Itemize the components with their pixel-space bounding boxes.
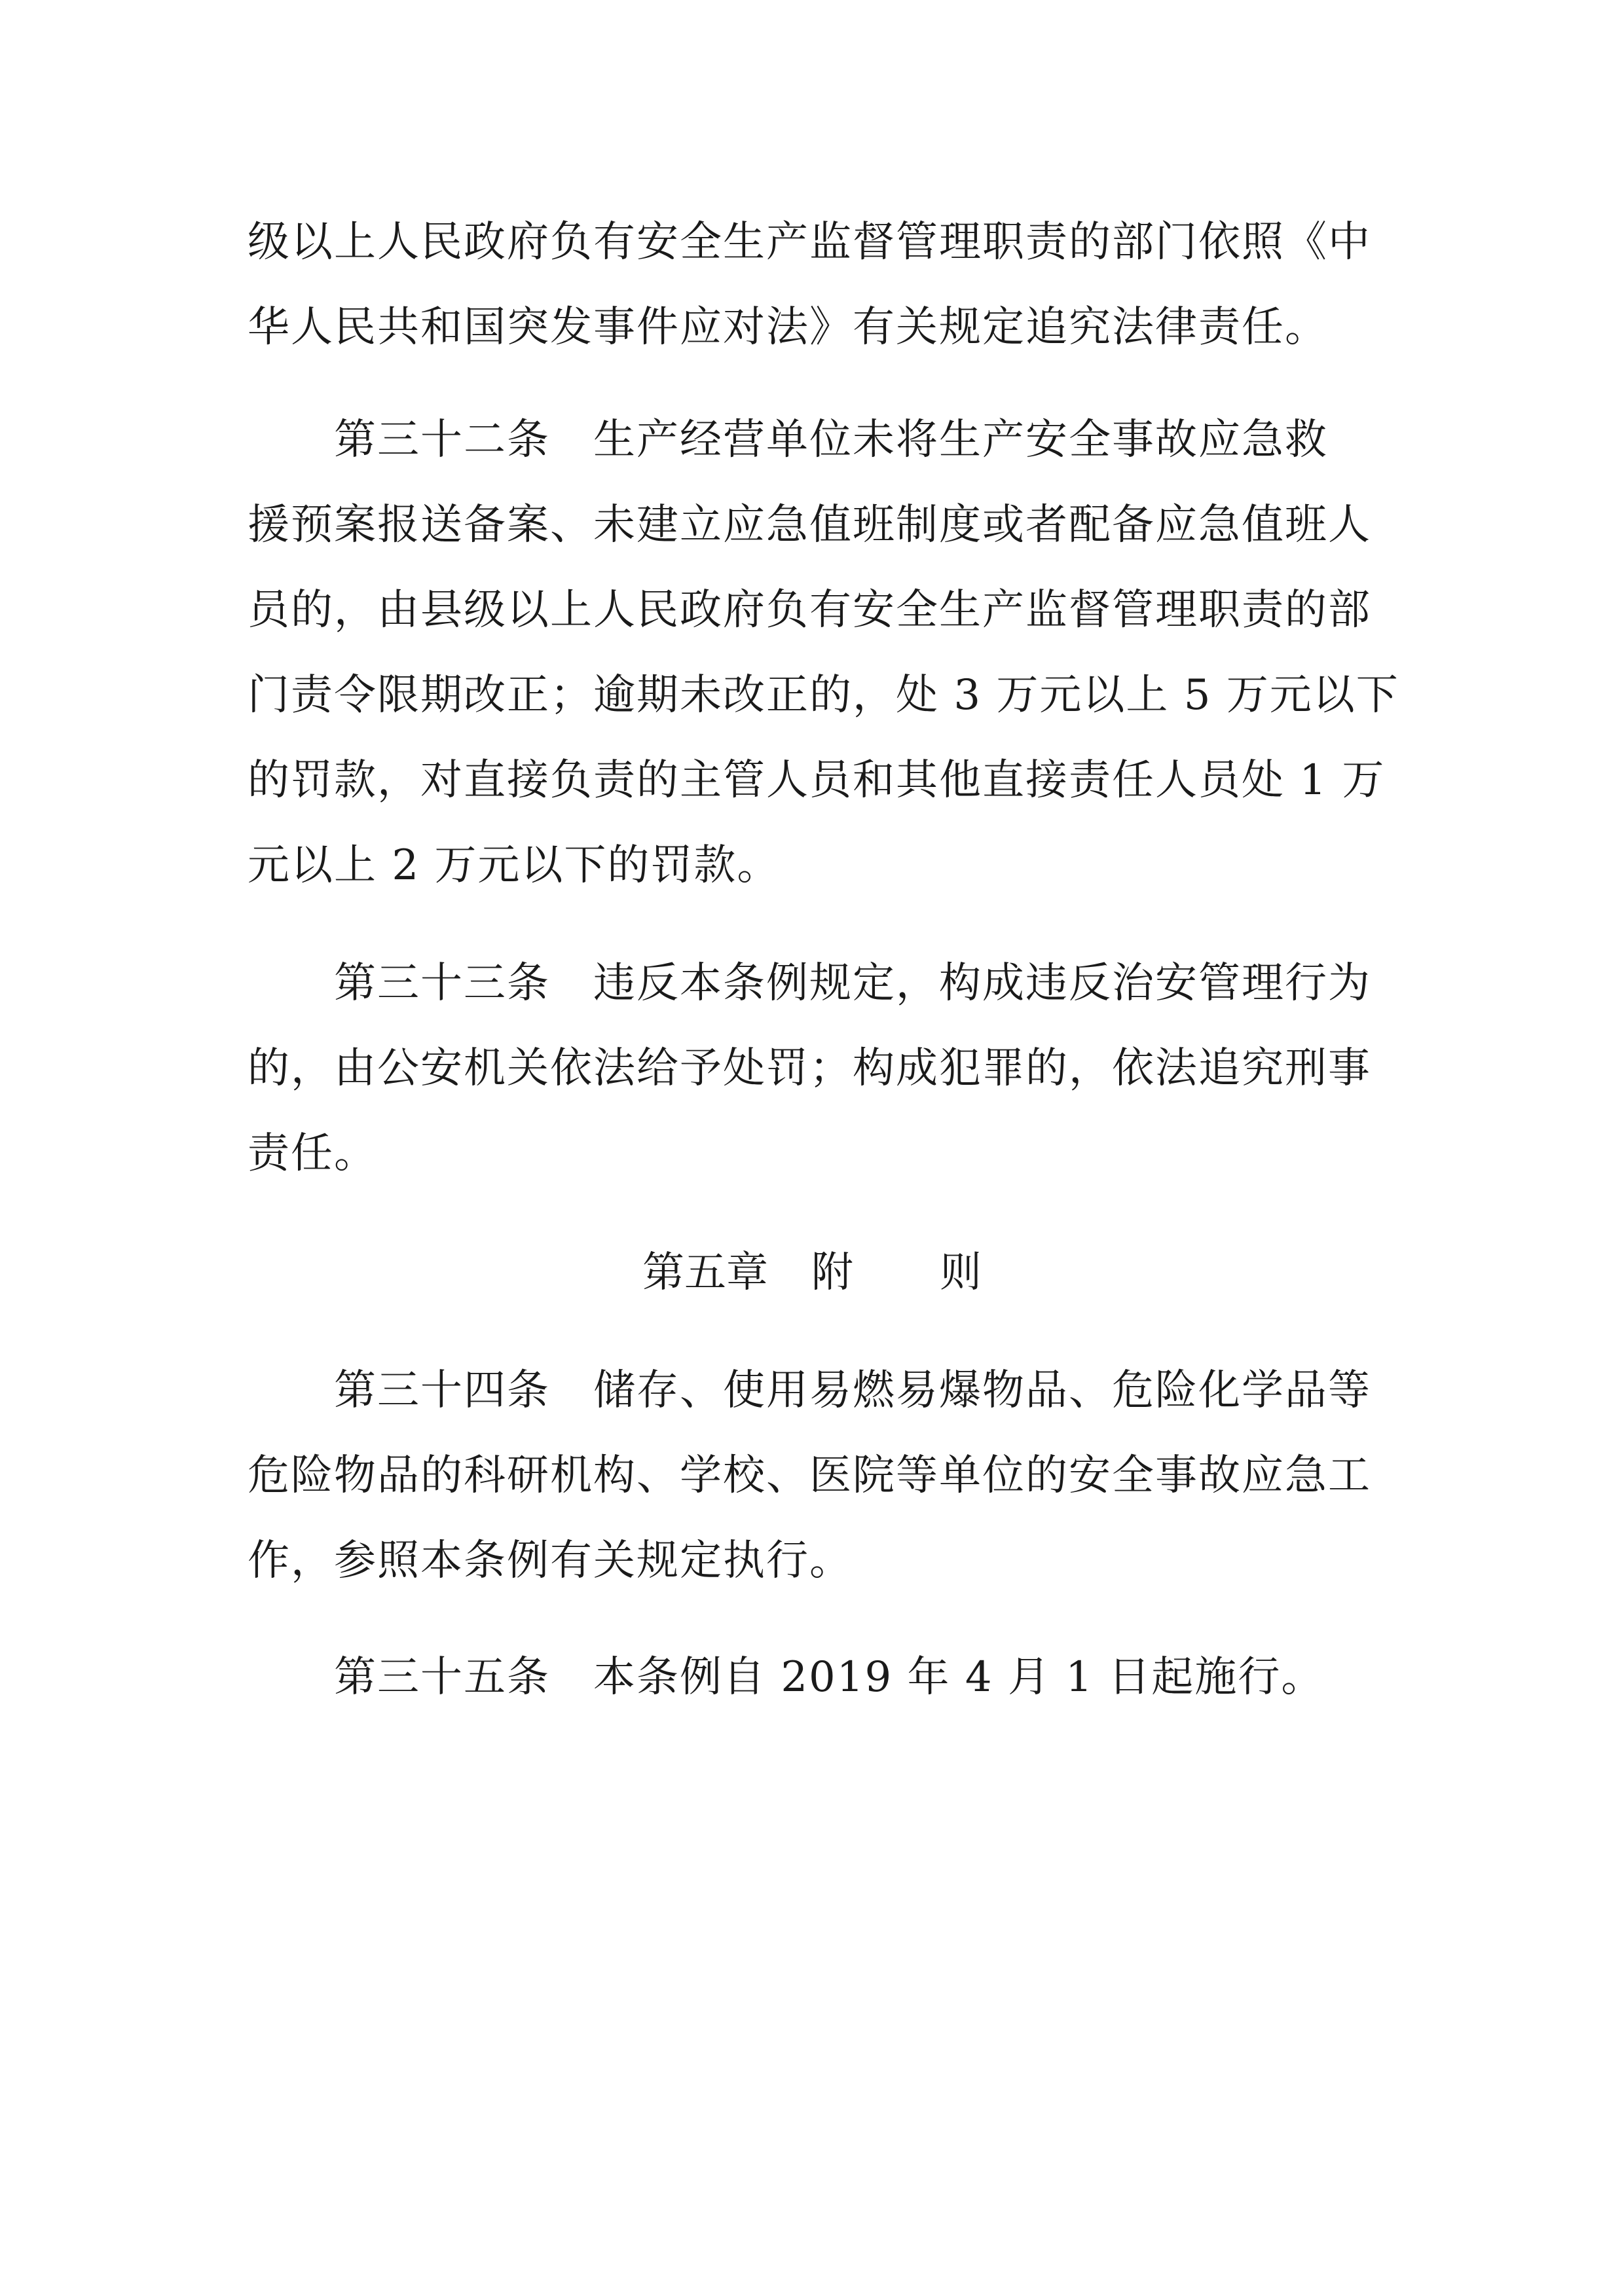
article-text: 储存、使用易燃易爆物品、危险化学品等 (593, 1366, 1371, 1415)
article-text: 本条例自 2019 年 4 月 1 日起施行。 (593, 1653, 1325, 1702)
article-text: 生产经营单位未将生产安全事故应急救 (593, 416, 1328, 464)
article-35-first-line (334, 1651, 1473, 1704)
paragraph-line: 的罚款，对直接负责的主管人员和其他直接责任人员处 1 万 (248, 756, 1386, 805)
article-number: 第三十三条 (334, 959, 550, 1008)
paragraph-line: 元以上 2 万元以下的罚款。 (248, 841, 781, 890)
article-number: 第三十五条 (334, 1653, 550, 1702)
article-34-first-line (334, 1364, 1473, 1417)
paragraph-line: 援预案报送备案、未建立应急值班制度或者配备应急值班人 (248, 501, 1371, 549)
chapter-title-a: 附 (811, 1248, 853, 1297)
chapter-title-b: 则 (940, 1248, 982, 1297)
paragraph-line: 华人民共和国突发事件应对法》有关规定追究法律责任。 (248, 303, 1328, 352)
article-text: 违反本条例规定，构成违反治安管理行为 (593, 959, 1371, 1008)
chapter-label: 第五章 (642, 1248, 768, 1297)
paragraph-line: 级以上人民政府负有安全生产监督管理职责的部门依照《中 (248, 218, 1371, 266)
article-32-first-line (334, 414, 1473, 466)
chapter-heading (0, 1247, 1624, 1299)
paragraph-line: 员的，由县级以上人民政府负有安全生产监督管理职责的部 (248, 586, 1371, 634)
article-number: 第三十二条 (334, 416, 550, 464)
paragraph-line: 门责令限期改正；逾期未改正的，处 3 万元以上 5 万元以下 (248, 671, 1399, 720)
article-number: 第三十四条 (334, 1366, 550, 1415)
paragraph-line: 的，由公安机关依法给予处罚；构成犯罪的，依法追究刑事 (248, 1044, 1371, 1093)
paragraph-line: 作，参照本条例有关规定执行。 (248, 1537, 853, 1585)
paragraph-line: 责任。 (248, 1129, 377, 1178)
article-33-first-line (334, 957, 1473, 1010)
paragraph-line: 危险物品的科研机构、学校、医院等单位的安全事故应急工 (248, 1451, 1371, 1500)
